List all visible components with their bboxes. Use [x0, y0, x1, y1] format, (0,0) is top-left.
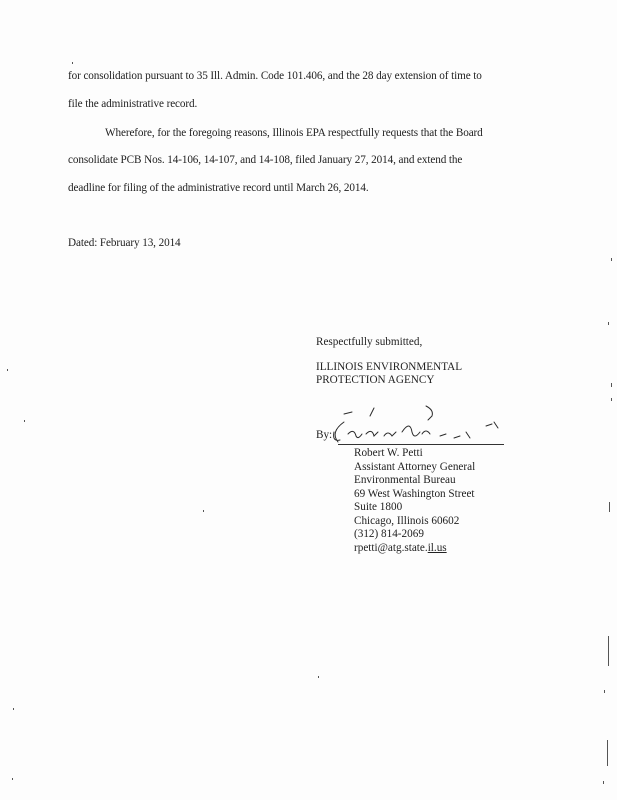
body-line-3: Wherefore, for the foregoing reasons, Illinois EPA respectfully requests that the Board: [105, 127, 483, 139]
email-user: rpetti@atg.state.: [354, 541, 428, 554]
scan-speck: [608, 636, 609, 666]
phone-number: (312) 814-2069: [354, 528, 424, 540]
scan-speck: [603, 781, 604, 784]
scan-speck: [203, 510, 204, 512]
scan-speck: [611, 258, 612, 261]
attorney-bureau: Environmental Bureau: [354, 474, 456, 486]
agency-name-line-2: PROTECTION AGENCY: [316, 374, 435, 386]
scan-speck: [318, 676, 319, 678]
email-domain: il.us: [427, 541, 447, 554]
scan-speck: [12, 778, 13, 780]
closing-text: Respectfully submitted,: [316, 336, 423, 348]
body-line-5: deadline for filing of the administrative record until March 26, 2014.: [68, 182, 369, 194]
signature-block: [316, 336, 462, 387]
handwritten-signature: [330, 402, 510, 450]
address-suite: Suite 1800: [354, 501, 403, 513]
agency-name-line-1: ILLINOIS ENVIRONMENTAL: [316, 361, 463, 373]
body-line-1: for consolidation pursuant to 35 Ill. Admin. Code 101.406, and the 28 day extension of time to: [68, 70, 482, 82]
attorney-info: [354, 447, 475, 555]
scan-speck: [72, 62, 73, 64]
scan-speck: [24, 420, 25, 422]
scan-speck: [609, 502, 610, 512]
attorney-title: Assistant Attorney General: [354, 460, 476, 473]
body-line-2: file the administrative record.: [68, 98, 198, 110]
address-street: 69 West Washington Street: [354, 487, 475, 500]
scan-speck: [7, 369, 8, 371]
scan-speck: [611, 383, 612, 387]
dated-line: Dated: February 13, 2014: [68, 237, 181, 249]
scan-speck: [604, 690, 605, 693]
email-address: [354, 542, 475, 556]
scan-speck: [607, 740, 608, 766]
attorney-name: Robert W. Petti: [354, 447, 423, 459]
scan-speck: [13, 708, 14, 710]
body-line-4: consolidate PCB Nos. 14-106, 14-107, and 14-108, filed January 27, 2014, and extend the: [68, 154, 463, 166]
scan-speck: [611, 398, 612, 401]
signature-line: [338, 444, 504, 445]
scan-speck: [608, 322, 609, 325]
by-label: By:: [316, 429, 333, 441]
address-city: Chicago, Illinois 60602: [354, 514, 460, 527]
